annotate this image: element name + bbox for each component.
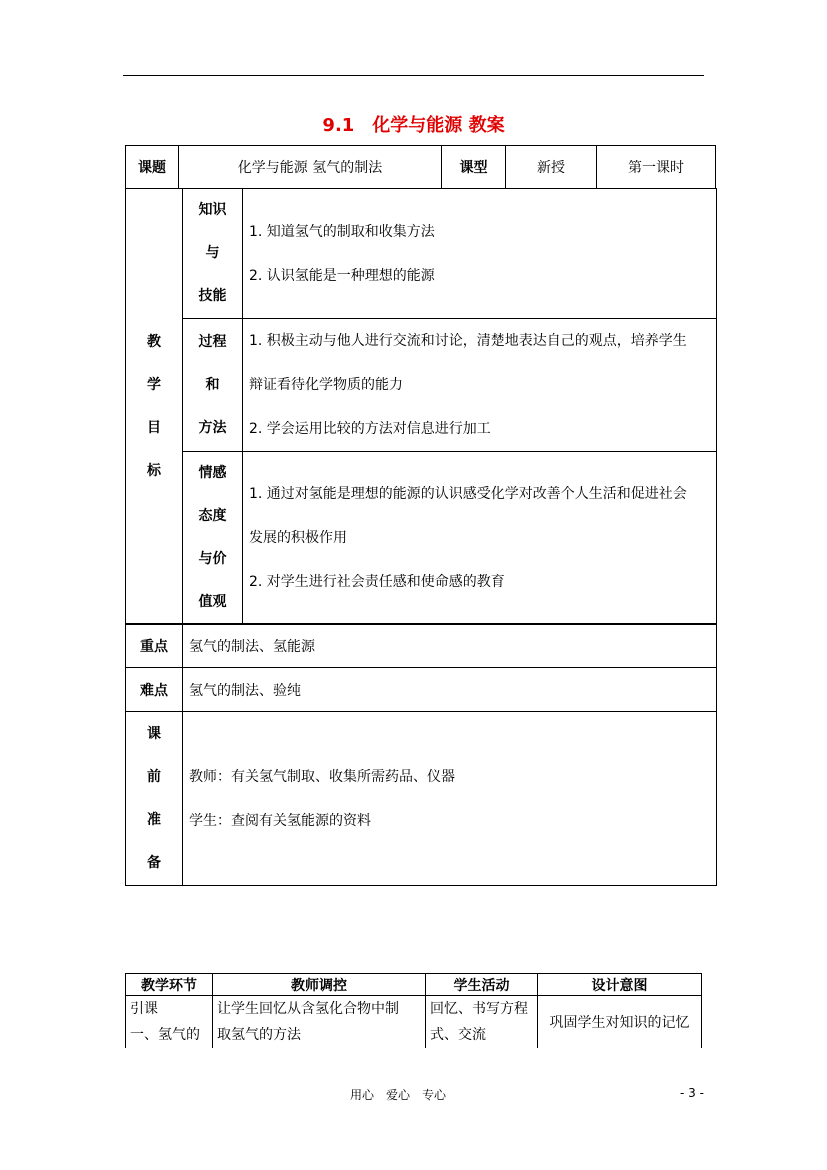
header-intent: 设计意图 [538,974,702,996]
stage-cell [126,996,213,1049]
prep-student: 学生：查阅有关氢能源的资料 [189,812,371,829]
stage-line: 引课 [130,1001,158,1017]
process-table [125,973,702,1048]
prep-label-char: 前 [147,768,161,785]
stage-line: 一、氢气的 [130,1027,200,1043]
goal-items-process [243,319,717,452]
goal-head-attitude [183,452,243,625]
topic-label: 课题 [126,146,179,189]
key-points-table [125,623,717,886]
head-line: 和 [205,376,220,393]
type-value: 新授 [506,146,597,189]
head-line: 与价 [198,551,227,567]
goal-item: 1. 通过对氢能是理想的能源的认识感受化学对改善个人生活和促进社会 [249,486,687,502]
goal-item: 发展的积极作用 [249,530,347,546]
teacher-cell [213,996,426,1049]
lesson-info-table [125,145,716,189]
goal-item: 2. 对学生进行社会责任感和使命感的教育 [249,574,505,590]
goal-item: 1. 知道氢气的制取和收集方法 [249,223,435,240]
head-line: 知识 [198,202,227,218]
topic-value: 化学与能源 氢气的制法 [179,146,442,189]
prep-content [183,712,717,886]
type-label: 课型 [442,146,506,189]
goal-head-process [183,319,243,452]
goals-label-char: 目 [147,419,161,436]
head-line: 值观 [198,594,227,610]
head-line: 态度 [198,508,227,524]
difficult-text: 氢气的制法、验纯 [183,668,717,712]
goals-label-char: 教 [147,333,161,350]
page-number: - 3 - [680,1086,704,1100]
goal-item: 1. 积极主动与他人进行交流和讨论，清楚地表达自己的观点，培养学生 [249,333,687,349]
intent-cell: 巩固学生对知识的记忆 [538,996,702,1049]
key-text: 氢气的制法、氢能源 [183,624,717,668]
head-line: 过程 [198,333,227,350]
goal-items-attitude [243,452,717,625]
goals-table [125,188,717,625]
footer-motto: 用心 爱心 专心 [350,1088,447,1102]
prep-teacher: 教师：有关氢气制取、收集所需药品、仪器 [189,768,455,785]
difficult-label: 难点 [126,668,183,712]
head-line: 情感 [198,465,227,481]
teacher-line: 让学生回忆从含氢化合物中制 [217,1001,399,1017]
student-line: 回忆、书写方程 [430,1001,528,1017]
goal-head-knowledge [183,189,243,319]
head-line: 方法 [198,419,227,436]
goals-label-char: 标 [147,462,161,479]
head-line: 技能 [198,288,227,304]
header-teacher: 教师调控 [213,974,426,996]
goal-item: 辩证看待化学物质的能力 [249,377,403,393]
header-student: 学生活动 [426,974,538,996]
prep-label [126,712,183,886]
prep-label-char: 备 [147,854,161,871]
student-line: 式、交流 [430,1027,486,1043]
key-label: 重点 [126,624,183,668]
goal-item: 2. 学会运用比较的方法对信息进行加工 [249,421,491,437]
goals-label [126,189,183,625]
header-stage: 教学环节 [126,974,213,996]
prep-label-char: 准 [147,811,161,828]
goal-items-knowledge [243,189,717,319]
header-rule [123,75,704,76]
period-value: 第一课时 [597,146,716,189]
page-title: 9.1 化学与能源 教案 [322,115,505,136]
goal-item: 2. 认识氢能是一种理想的能源 [249,267,435,284]
head-line: 与 [205,245,220,261]
student-cell [426,996,538,1049]
prep-label-char: 课 [147,725,161,742]
goals-label-char: 学 [147,376,161,393]
teacher-line: 取氢气的方法 [217,1027,301,1043]
